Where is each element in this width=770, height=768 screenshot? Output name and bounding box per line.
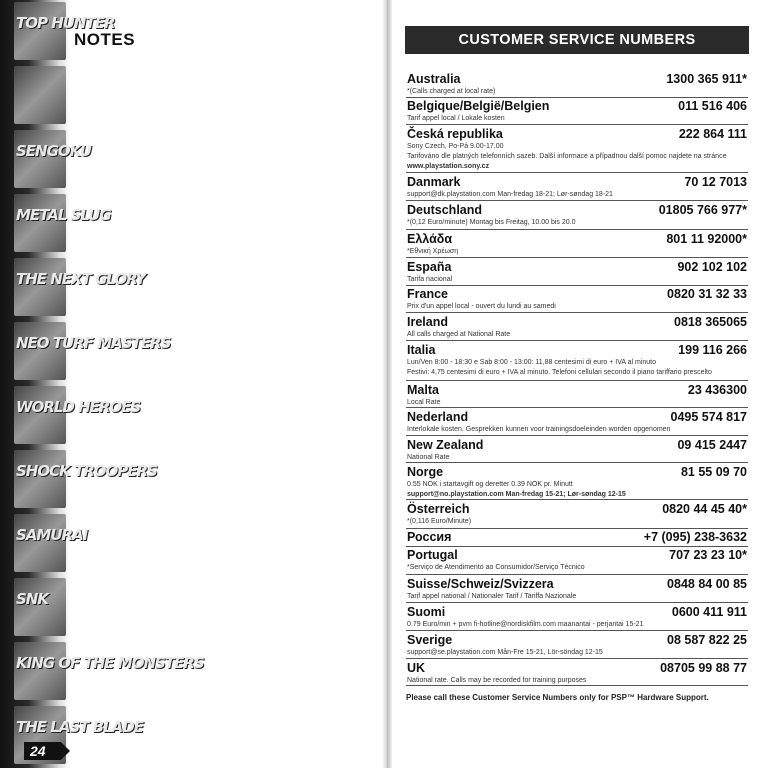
country-name: New Zealand bbox=[407, 438, 484, 452]
country-name: Portugal bbox=[407, 548, 458, 562]
rate-note: National Rate bbox=[407, 454, 450, 461]
phone-number: 0495 574 817 bbox=[670, 410, 747, 424]
game-thumbnail bbox=[14, 642, 204, 700]
game-thumbnail-title: TOP HUNTER bbox=[16, 14, 115, 32]
phone-number: 801 11 92000* bbox=[666, 232, 747, 246]
rate-note: Tarifa nacional bbox=[407, 276, 453, 283]
rate-note: www.playstation.sony.cz bbox=[407, 163, 490, 170]
country-name: Ireland bbox=[407, 315, 448, 329]
country-name: Suomi bbox=[407, 605, 446, 619]
rate-note: support@se.playstation.com Mån-Fre 15-21, Lör-söndag 12-15 bbox=[407, 649, 603, 656]
game-thumbnail-title: SAMURAI bbox=[16, 526, 88, 544]
game-thumbnail bbox=[14, 66, 66, 124]
service-entry bbox=[406, 661, 748, 686]
phone-number: 08 587 822 25 bbox=[667, 633, 747, 647]
service-entry bbox=[406, 548, 748, 575]
phone-number: +7 (095) 238-3632 bbox=[643, 530, 747, 544]
service-entry bbox=[406, 287, 748, 313]
service-entry bbox=[406, 260, 748, 286]
service-entry bbox=[406, 203, 748, 230]
country-name: Suisse/Schweiz/Svizzera bbox=[407, 577, 554, 591]
phone-number: 1300 365 911* bbox=[666, 72, 747, 86]
service-entry bbox=[406, 315, 748, 341]
game-thumbnail-title: WORLD HEROES bbox=[16, 398, 141, 416]
game-thumbnail bbox=[14, 194, 111, 252]
country-name: France bbox=[407, 287, 448, 301]
country-name: Česká republika bbox=[407, 127, 503, 141]
phone-number: 0820 44 45 40* bbox=[662, 502, 747, 516]
phone-number: 902 102 102 bbox=[677, 260, 747, 274]
phone-number: 0820 31 32 33 bbox=[667, 287, 747, 301]
phone-number: 81 55 09 70 bbox=[680, 465, 747, 479]
rate-note: support@no.playstation.com Man-fredag 15-21; Lør-søndag 12-15 bbox=[407, 491, 626, 498]
game-thumbnail-title: METAL SLUG bbox=[16, 206, 111, 224]
game-thumbnail bbox=[14, 450, 157, 508]
game-thumbnail bbox=[14, 130, 91, 188]
game-thumbnail-title: SENGOKU bbox=[16, 142, 91, 160]
rate-note: National rate. Calls may be recorded for training purposes bbox=[407, 677, 587, 684]
service-entry bbox=[406, 577, 748, 603]
rate-note: Interlokale kosten. Gesprekken kunnen voor trainingsdoeleinden worden opgenomen bbox=[407, 426, 671, 433]
service-entry bbox=[406, 530, 748, 547]
game-thumbnail-title: KING OF THE MONSTERS bbox=[16, 654, 204, 672]
rate-note: Lun/Ven 8:00 - 18:30 e Sab 8:00 - 13:00: 11,88 centesimi di euro + IVA al minuto bbox=[407, 359, 656, 366]
book-gutter bbox=[382, 0, 392, 768]
country-name: Deutschland bbox=[407, 203, 483, 217]
game-thumbnail-title: THE LAST BLADE bbox=[16, 718, 143, 736]
phone-number: 0600 411 911 bbox=[671, 605, 747, 619]
notes-title: NOTES bbox=[74, 30, 136, 49]
service-entry bbox=[406, 175, 748, 201]
game-thumbnail bbox=[14, 578, 66, 636]
service-entry bbox=[406, 465, 748, 500]
game-thumbnail-title: THE NEXT GLORY bbox=[16, 270, 146, 288]
service-entry bbox=[406, 343, 748, 381]
phone-number: 08705 99 88 77 bbox=[660, 661, 747, 675]
rate-note: Local Rate bbox=[407, 399, 441, 406]
rate-note: 0.55 NOK i startavgift og deretter 0.39 NOK pr. Minutt bbox=[407, 481, 573, 488]
service-entry bbox=[406, 502, 748, 529]
country-name: Россия bbox=[407, 530, 452, 544]
phone-number: 222 864 111 bbox=[678, 127, 747, 141]
phone-number: 23 436300 bbox=[687, 383, 747, 397]
service-entry bbox=[406, 232, 748, 258]
country-name: Sverige bbox=[407, 633, 453, 647]
country-name: Ελλάδα bbox=[407, 232, 453, 246]
country-name: UK bbox=[407, 661, 426, 675]
country-name: Malta bbox=[407, 383, 439, 397]
rate-note: *(0,12 Euro/minute) Montag bis Freitag, 10.00 bis 20.0 bbox=[407, 219, 576, 226]
country-name: Österreich bbox=[407, 502, 470, 516]
rate-note: support@dk.playstation.com Man-fredag 18-21; Lør-søndag 18-21 bbox=[407, 191, 613, 198]
rate-note: All calls charged at National Rate bbox=[407, 331, 511, 338]
game-thumbnail-title: SNK bbox=[16, 590, 48, 608]
country-name: Danmark bbox=[407, 175, 461, 189]
game-thumbnail bbox=[14, 322, 171, 380]
hardware-support-note: Please call these Customer Service Numbers only for PSP™ Hardware Support. bbox=[406, 693, 709, 702]
rate-note: Tarifováno dle platných telefonních sazeb. Další informace a případnou další pomoc najdete na stránce bbox=[407, 153, 727, 160]
phone-number: 70 12 7013 bbox=[684, 175, 747, 189]
service-entry bbox=[406, 605, 748, 631]
country-name: Nederland bbox=[407, 410, 469, 424]
customer-service-header: CUSTOMER SERVICE NUMBERS bbox=[405, 26, 749, 54]
phone-number: 09 415 2447 bbox=[677, 438, 747, 452]
service-entry bbox=[406, 383, 748, 408]
rate-note: *Serviço de Atendimento ao Consumidor/Serviço Técnico bbox=[407, 564, 585, 571]
service-entry bbox=[406, 72, 748, 98]
phone-number: 707 23 23 10* bbox=[669, 548, 747, 562]
phone-number: 0818 365065 bbox=[674, 315, 747, 329]
rate-note: *(Calls charged at local rate) bbox=[407, 88, 496, 95]
rate-note: Tarif appel national / Nationaler Tarif / Tariffa Nazionale bbox=[407, 593, 577, 600]
rate-note: 0.79 Euro/min + pvm fi-hotline@nordiskfilm.com maanantai - perjantai 15-21 bbox=[407, 621, 644, 628]
country-name: Norge bbox=[407, 465, 444, 479]
rate-note: Tarif appel local / Lokale kosten bbox=[407, 115, 505, 122]
service-entry bbox=[406, 438, 748, 463]
service-entry bbox=[406, 127, 748, 173]
rate-note: *(0,116 Euro/Minute) bbox=[407, 518, 472, 525]
rate-note: Festivi: 4,75 centesimi di euro + IVA al minuto. Telefoni cellulari secondo il piano tariffario prescelto bbox=[407, 369, 712, 376]
country-name: Australia bbox=[407, 72, 461, 86]
phone-number: 011 516 406 bbox=[678, 99, 747, 113]
phone-number: 199 116 266 bbox=[678, 343, 747, 357]
service-entry bbox=[406, 410, 748, 436]
service-entry bbox=[406, 99, 748, 125]
phone-number: 0848 84 00 85 bbox=[667, 577, 747, 591]
country-name: España bbox=[407, 260, 452, 274]
rate-note: Prix d'un appel local - ouvert du lundi au samedi bbox=[407, 303, 556, 310]
rate-note: Sony Czech, Po-Pá 9.00-17.00 bbox=[407, 143, 504, 150]
game-thumbnail-title: NEO TURF MASTERS bbox=[16, 334, 171, 352]
page-number: 24 bbox=[30, 743, 46, 759]
game-thumbnail bbox=[14, 514, 88, 572]
game-thumbnail bbox=[14, 386, 141, 444]
rate-note: *Εθνική Χρέωση bbox=[407, 248, 459, 255]
game-thumbnail bbox=[14, 258, 146, 316]
country-name: Belgique/België/Belgien bbox=[407, 99, 550, 113]
game-thumbnail-title: SHOCK TROOPERS bbox=[16, 462, 157, 480]
phone-number: 01805 766 977* bbox=[658, 203, 747, 217]
service-entry bbox=[406, 633, 748, 659]
country-name: Italia bbox=[407, 343, 436, 357]
